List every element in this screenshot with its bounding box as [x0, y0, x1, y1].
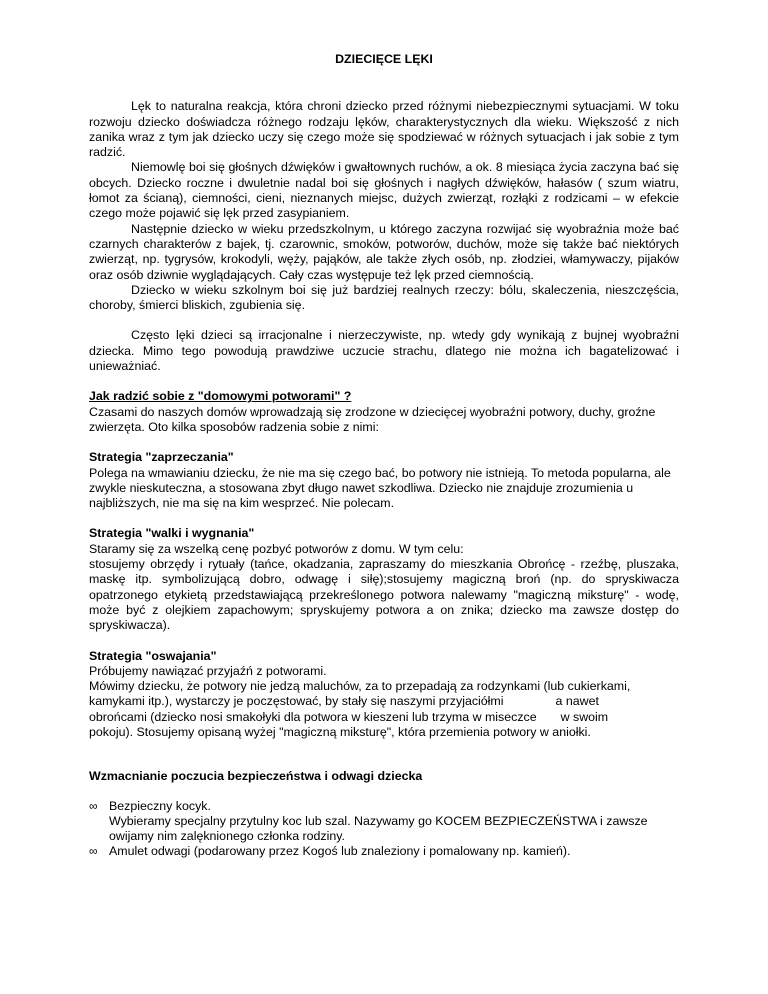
strategy2-heading: Strategia "walki i wygnania" [89, 526, 255, 541]
infinity-bullet-icon: ∞ [89, 798, 98, 813]
document-page [89, 52, 679, 860]
safety-list-item [89, 799, 679, 845]
intro-paragraph-1: Lęk to naturalna reakcja, która chroni dziecko przed różnymi niebezpiecznymi sytuacjami. W toku rozwoju dziecko doświadcza różnego rodzaju lęków, charakterystycznych dla wieku. Większość z nich zanika wraz z tym jak dziecko uczy się czego może się spodziewać w różnych sytuacjach i jak sobie z tym radzić. [89, 99, 679, 160]
safety-item-title: Bezpieczny kocyk. [109, 798, 211, 813]
strategy3-line3-start: kamykami itp.), wystarczy je poczęstować, by stały się naszymi przyjaciółmi [89, 694, 504, 709]
strategy3-line4 [89, 710, 679, 725]
safety-item-text: Wybieramy specjalny przytulny koc lub szal. Nazywamy go KOCEM BEZPIECZEŃSTWA i zawsze owijamy nim zalęknionego członka rodziny. [109, 813, 648, 844]
intro-paragraph-2: Niemowlę boi się głośnych dźwięków i gwałtownych ruchów, a ok. 8 miesiąca życia zaczyna bać się obcych. Dziecko roczne i dwuletnie nadal boi się głośnych i nagłych dźwięków, hałasów ( szum wiatru, łomot za ścianą), ciemności, cieni, nieznanych miejsc, dużych zwierząt, rozłąki z rodzicami – w efekcie czego może pojawić się lęk przed zasypianiem. [89, 160, 679, 221]
strategy1-text: Polega na wmawianiu dziecku, że nie ma się czego bać, bo potwory nie istnieją. To metoda popularna, ale zwykle nieskuteczna, a stosowana zbyt długo nawet szkodliwa. Dziecko nie znajduje zrozumienia u najbliższych, nie ma się na kim wesprzeć. Nie polecam. [89, 465, 671, 511]
monsters-text: Czasami do naszych domów wprowadzają się zrodzone w dziecięcej wyobraźni potwory, duchy, groźne zwierzęta. Oto kilka sposobów radzenia sobie z nimi: [89, 404, 656, 434]
strategy3-line5: pokoju). Stosujemy opisaną wyżej "magiczną miksturę", która przemienia potwory w aniołki. [89, 724, 591, 739]
safety-heading: Wzmacnianie poczucia bezpieczeństwa i odwagi dziecka [89, 769, 423, 784]
safety-list [89, 799, 679, 860]
safety-list-item [89, 844, 679, 859]
strategy2-text: stosujemy obrzędy i rytuały (tańce, okadzania, zapraszamy do mieszkania Obrońcę - rzeźbę, pluszaka, maskę itp. symbolizującą dobro, odwagę i siłę);stosujemy magiczną broń (np. do spryskiwacza opatrzonego etykietą przedstawiającą przekreślonego potwora nalewamy "magiczną miksturę" - wodę, może być z olejkiem zapachowym; spryskujemy potwora a on znika; dziecko ma zawsze dostęp do spryskiwacza). [89, 557, 679, 633]
strategy1-heading: Strategia "zaprzeczania" [89, 450, 234, 465]
strategy3-line3 [89, 694, 679, 709]
intro-paragraph-3: Następnie dziecko w wieku przedszkolnym, u którego zaczyna rozwijać się wyobraźnia może bać czarnych charakterów z bajek, tj. czarownic, smoków, potworów, duchów, może się także bać niektórych zwierząt, np. tygrysów, krokodyli, węży, pająków, ale także złych osób, np. złodziei, włamywaczy, pijaków oraz osób dziwnie wyglądających. Cały czas występuje też lęk przed ciemnością. [89, 221, 679, 282]
strategy3-heading: Strategia "oswajania" [89, 648, 217, 663]
strategy3-line3-end: a nawet [555, 694, 599, 709]
infinity-bullet-icon: ∞ [89, 844, 98, 859]
strategy2-line1: Staramy się za wszelką cenę pozbyć potworów z domu. W tym celu: [89, 541, 464, 556]
intro-paragraph-4: Dziecko w wieku szkolnym boi się już bardziej realnych rzeczy: bólu, skaleczenia, nieszczęścia, choroby, śmierci bliskich, zgubienia się. [89, 282, 679, 313]
irrational-paragraph: Często lęki dzieci są irracjonalne i nierzeczywiste, np. wtedy gdy wynikają z bujnej wyobraźni dziecka. Mimo tego powodują prawdziwe uczucie strachu, dlatego nie można ich bagatelizować i unieważniać. [89, 328, 679, 374]
document-title: DZIECIĘCE LĘKI [335, 52, 433, 66]
strategy3-line4-start: obrońcami (dziecko nosi smakołyki dla potwora w kieszeni lub trzyma w miseczce [89, 709, 537, 724]
monsters-heading: Jak radzić sobie z "domowymi potworami" ? [89, 389, 352, 404]
safety-item-title: Amulet odwagi (podarowany przez Kogoś lub znaleziony i pomalowany np. kamień). [109, 844, 571, 859]
strategy3-line4-end: w swoim [560, 709, 609, 724]
strategy3-line2: Mówimy dziecku, że potwory nie jedzą maluchów, za to przepadają za rodzynkami (lub cukierkami, [89, 679, 631, 694]
strategy3-line1: Próbujemy nawiązać przyjaźń z potworami. [89, 663, 327, 678]
